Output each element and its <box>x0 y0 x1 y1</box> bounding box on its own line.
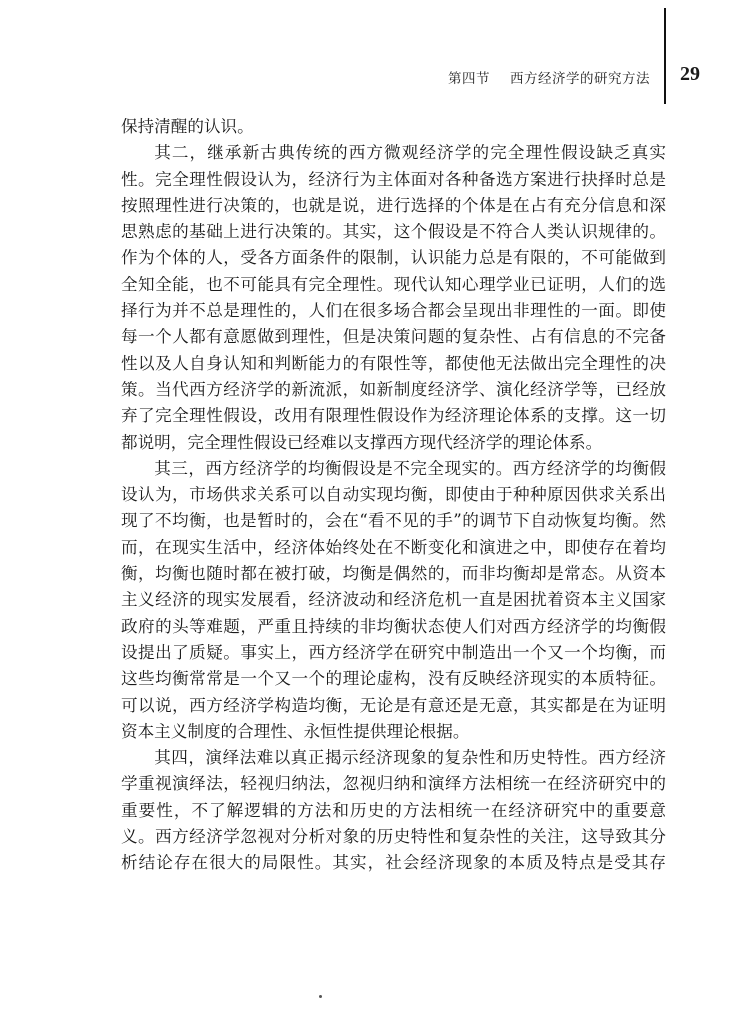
running-header <box>0 63 746 90</box>
page-number: 29 <box>680 63 700 85</box>
section-label: 第四节 <box>448 71 490 87</box>
paragraph-1: 保持清醒的认识。 <box>121 117 254 136</box>
chapter-title: 西方经济学的研究方法 <box>510 71 650 87</box>
footer-dot <box>319 995 322 998</box>
running-head <box>448 67 650 87</box>
page-body <box>121 114 666 877</box>
paragraph-2: 其二，继承新古典传统的西方微观经济学的完全理性假设缺乏真实性。完全理性假设认为，经济行为主体面对各种备选方案进行抉择时总是按照理性进行决策的，也就是说，进行选择的个体是在占有充分信息和深思熟虑的基础上进行决策的。其实，这个假设是不符合人类认识规律的。作为个体的人，受各方面条件的限制，认识能力总是有限的，不可能做到全知全能，也不可能具有完全理性。现代认知心理学业已证明，人们的选择行为并不总是理性的，人们在很多场合都会呈现出非理性的一面。即使每一个人都有意愿做到理性，但是决策问题的复杂性、占有信息的不完备性以及人自身认知和判断能力的有限性等，都使他无法做出完全理性的决策。当代西方经济学的新流派，如新制度经济学、演化经济学等，已经放弃了完全理性假设，改用有限理性假设作为经济理论体系的支撑。这一切都说明，完全理性假设已经难以支撑西方现代经济学的理论体系。 <box>121 143 666 452</box>
paragraph-4: 其四，演绎法难以真正揭示经济现象的复杂性和历史特性。西方经济学重视演绎法，轻视归纳法，忽视归纳和演绎方法相统一在经济研究中的重要性，不了解逻辑的方法和历史的方法相统一在经济研究中的重要意义。西方经济学忽视对分析对象的历史特性和复杂性的关注，这导致其分析结论存在很大的局限性。其实，社会经济现象的本质及特点是受其存 <box>121 748 666 873</box>
header-rule <box>664 8 666 104</box>
paragraph-3: 其三，西方经济学的均衡假设是不完全现实的。西方经济学的均衡假设认为，市场供求关系可以自动实现均衡，即使由于种种原因供求关系出现了不均衡，也是暂时的，会在“看不见的手”的调节下自动恢复均衡。然而，在现实生活中，经济体始终处在不断变化和演进之中，即使存在着均衡，均衡也随时都在被打破，均衡是偶然的，而非均衡却是常态。从资本主义经济的现实发展看，经济波动和经济危机一直是困扰着资本主义国家政府的头等难题，严重且持续的非均衡状态使人们对西方经济学的均衡假设提出了质疑。事实上，西方经济学在研究中制造出一个又一个均衡，而这些均衡常常是一个又一个的理论虚构，没有反映经济现实的本质特征。可以说，西方经济学构造均衡，无论是有意还是无意，其实都是在为证明资本主义制度的合理性、永恒性提供理论根据。 <box>121 458 666 741</box>
